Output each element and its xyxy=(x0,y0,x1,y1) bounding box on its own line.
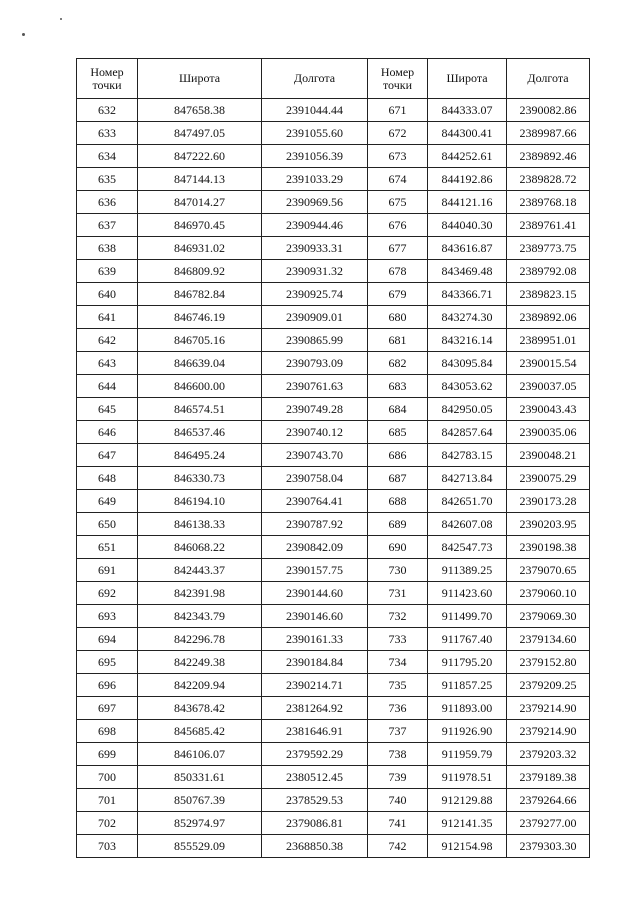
header-longitude: Долгота xyxy=(262,59,368,99)
table-row xyxy=(77,513,590,536)
point-number-cell: 671 xyxy=(368,99,428,122)
latitude-cell: 850331.61 xyxy=(138,766,262,789)
header-longitude: Долгота xyxy=(507,59,590,99)
point-number-cell: 632 xyxy=(77,99,138,122)
latitude-cell: 842950.05 xyxy=(428,398,507,421)
latitude-cell: 847497.05 xyxy=(138,122,262,145)
latitude-cell: 843616.87 xyxy=(428,237,507,260)
latitude-cell: 844300.41 xyxy=(428,122,507,145)
table-header-row xyxy=(77,59,590,99)
point-number-cell: 633 xyxy=(77,122,138,145)
longitude-cell: 2390184.84 xyxy=(262,651,368,674)
longitude-cell: 2389792.08 xyxy=(507,260,590,283)
point-number-cell: 634 xyxy=(77,145,138,168)
table-row xyxy=(77,352,590,375)
table-row xyxy=(77,237,590,260)
longitude-cell: 2390740.12 xyxy=(262,421,368,444)
latitude-cell: 846537.46 xyxy=(138,421,262,444)
latitude-cell: 911978.51 xyxy=(428,766,507,789)
longitude-cell: 2379070.65 xyxy=(507,559,590,582)
latitude-cell: 911959.79 xyxy=(428,743,507,766)
longitude-cell: 2379214.90 xyxy=(507,720,590,743)
latitude-cell: 842857.64 xyxy=(428,421,507,444)
point-number-cell: 641 xyxy=(77,306,138,329)
longitude-cell: 2390048.21 xyxy=(507,444,590,467)
point-number-cell: 674 xyxy=(368,168,428,191)
longitude-cell: 2390035.06 xyxy=(507,421,590,444)
latitude-cell: 842391.98 xyxy=(138,582,262,605)
longitude-cell: 2379214.90 xyxy=(507,697,590,720)
point-number-cell: 636 xyxy=(77,191,138,214)
latitude-cell: 846782.84 xyxy=(138,283,262,306)
longitude-cell: 2390037.05 xyxy=(507,375,590,398)
longitude-cell: 2389768.18 xyxy=(507,191,590,214)
point-number-cell: 683 xyxy=(368,375,428,398)
latitude-cell: 842651.70 xyxy=(428,490,507,513)
longitude-cell: 2390043.43 xyxy=(507,398,590,421)
point-number-cell: 738 xyxy=(368,743,428,766)
table-row xyxy=(77,421,590,444)
latitude-cell: 911795.20 xyxy=(428,651,507,674)
latitude-cell: 846574.51 xyxy=(138,398,262,421)
latitude-cell: 842783.15 xyxy=(428,444,507,467)
point-number-cell: 696 xyxy=(77,674,138,697)
longitude-cell: 2390075.29 xyxy=(507,467,590,490)
longitude-cell: 2390909.01 xyxy=(262,306,368,329)
table-row xyxy=(77,260,590,283)
longitude-cell: 2379189.38 xyxy=(507,766,590,789)
point-number-cell: 643 xyxy=(77,352,138,375)
table-row xyxy=(77,398,590,421)
table-body xyxy=(77,99,590,858)
table-row xyxy=(77,122,590,145)
point-number-cell: 675 xyxy=(368,191,428,214)
latitude-cell: 911423.60 xyxy=(428,582,507,605)
point-number-cell: 692 xyxy=(77,582,138,605)
latitude-cell: 846194.10 xyxy=(138,490,262,513)
point-number-cell: 697 xyxy=(77,697,138,720)
point-number-cell: 740 xyxy=(368,789,428,812)
longitude-cell: 2390842.09 xyxy=(262,536,368,559)
point-number-cell: 644 xyxy=(77,375,138,398)
latitude-cell: 846600.00 xyxy=(138,375,262,398)
latitude-cell: 844252.61 xyxy=(428,145,507,168)
latitude-cell: 843274.30 xyxy=(428,306,507,329)
point-number-cell: 735 xyxy=(368,674,428,697)
point-number-cell: 677 xyxy=(368,237,428,260)
latitude-cell: 852974.97 xyxy=(138,812,262,835)
table-row xyxy=(77,697,590,720)
point-number-cell: 686 xyxy=(368,444,428,467)
latitude-cell: 911926.90 xyxy=(428,720,507,743)
table-row xyxy=(77,720,590,743)
longitude-cell: 2389828.72 xyxy=(507,168,590,191)
latitude-cell: 844333.07 xyxy=(428,99,507,122)
point-number-cell: 650 xyxy=(77,513,138,536)
latitude-cell: 842209.94 xyxy=(138,674,262,697)
point-number-cell: 640 xyxy=(77,283,138,306)
latitude-cell: 842607.08 xyxy=(428,513,507,536)
latitude-cell: 846639.04 xyxy=(138,352,262,375)
latitude-cell: 846970.45 xyxy=(138,214,262,237)
longitude-cell: 2390764.41 xyxy=(262,490,368,513)
point-number-cell: 737 xyxy=(368,720,428,743)
longitude-cell: 2389987.66 xyxy=(507,122,590,145)
point-number-cell: 679 xyxy=(368,283,428,306)
longitude-cell: 2391044.44 xyxy=(262,99,368,122)
longitude-cell: 2390787.92 xyxy=(262,513,368,536)
longitude-cell: 2368850.38 xyxy=(262,835,368,858)
latitude-cell: 911499.70 xyxy=(428,605,507,628)
table-row xyxy=(77,145,590,168)
latitude-cell: 842713.84 xyxy=(428,467,507,490)
point-number-cell: 700 xyxy=(77,766,138,789)
point-number-cell: 733 xyxy=(368,628,428,651)
point-number-cell: 687 xyxy=(368,467,428,490)
table-row xyxy=(77,444,590,467)
table-row xyxy=(77,168,590,191)
point-number-cell: 698 xyxy=(77,720,138,743)
longitude-cell: 2379264.66 xyxy=(507,789,590,812)
longitude-cell: 2391033.29 xyxy=(262,168,368,191)
longitude-cell: 2390157.75 xyxy=(262,559,368,582)
latitude-cell: 843216.14 xyxy=(428,329,507,352)
longitude-cell: 2390015.54 xyxy=(507,352,590,375)
longitude-cell: 2379277.00 xyxy=(507,812,590,835)
point-number-cell: 689 xyxy=(368,513,428,536)
point-number-cell: 688 xyxy=(368,490,428,513)
latitude-cell: 850767.39 xyxy=(138,789,262,812)
table-row xyxy=(77,536,590,559)
point-number-cell: 648 xyxy=(77,467,138,490)
latitude-cell: 846138.33 xyxy=(138,513,262,536)
table-row xyxy=(77,490,590,513)
point-number-cell: 642 xyxy=(77,329,138,352)
longitude-cell: 2390758.04 xyxy=(262,467,368,490)
table-row xyxy=(77,467,590,490)
point-number-cell: 699 xyxy=(77,743,138,766)
table-row xyxy=(77,582,590,605)
latitude-cell: 846746.19 xyxy=(138,306,262,329)
latitude-cell: 846106.07 xyxy=(138,743,262,766)
latitude-cell: 855529.09 xyxy=(138,835,262,858)
longitude-cell: 2390969.56 xyxy=(262,191,368,214)
table-row xyxy=(77,283,590,306)
header-point-number: Номер точки xyxy=(77,59,138,99)
longitude-cell: 2390214.71 xyxy=(262,674,368,697)
point-number-cell: 695 xyxy=(77,651,138,674)
point-number-cell: 645 xyxy=(77,398,138,421)
latitude-cell: 843053.62 xyxy=(428,375,507,398)
latitude-cell: 847222.60 xyxy=(138,145,262,168)
table-row xyxy=(77,375,590,398)
latitude-cell: 846809.92 xyxy=(138,260,262,283)
longitude-cell: 2390146.60 xyxy=(262,605,368,628)
latitude-cell: 846068.22 xyxy=(138,536,262,559)
longitude-cell: 2390925.74 xyxy=(262,283,368,306)
longitude-cell: 2390144.60 xyxy=(262,582,368,605)
header-latitude: Широта xyxy=(428,59,507,99)
point-number-cell: 681 xyxy=(368,329,428,352)
latitude-cell: 846705.16 xyxy=(138,329,262,352)
table-row xyxy=(77,191,590,214)
latitude-cell: 847658.38 xyxy=(138,99,262,122)
point-number-cell: 638 xyxy=(77,237,138,260)
latitude-cell: 844192.86 xyxy=(428,168,507,191)
table-row xyxy=(77,835,590,858)
longitude-cell: 2390161.33 xyxy=(262,628,368,651)
point-number-cell: 682 xyxy=(368,352,428,375)
longitude-cell: 2389773.75 xyxy=(507,237,590,260)
latitude-cell: 846931.02 xyxy=(138,237,262,260)
point-number-cell: 732 xyxy=(368,605,428,628)
longitude-cell: 2390944.46 xyxy=(262,214,368,237)
point-number-cell: 691 xyxy=(77,559,138,582)
header-point-number: Номер точки xyxy=(368,59,428,99)
point-number-cell: 702 xyxy=(77,812,138,835)
point-number-cell: 673 xyxy=(368,145,428,168)
longitude-cell: 2379086.81 xyxy=(262,812,368,835)
point-number-cell: 639 xyxy=(77,260,138,283)
latitude-cell: 911893.00 xyxy=(428,697,507,720)
point-number-cell: 690 xyxy=(368,536,428,559)
latitude-cell: 847014.27 xyxy=(138,191,262,214)
coordinates-table xyxy=(76,58,590,858)
longitude-cell: 2390173.28 xyxy=(507,490,590,513)
longitude-cell: 2389823.15 xyxy=(507,283,590,306)
longitude-cell: 2390931.32 xyxy=(262,260,368,283)
latitude-cell: 844121.16 xyxy=(428,191,507,214)
point-number-cell: 703 xyxy=(77,835,138,858)
longitude-cell: 2390203.95 xyxy=(507,513,590,536)
latitude-cell: 846495.24 xyxy=(138,444,262,467)
longitude-cell: 2391055.60 xyxy=(262,122,368,145)
table-row xyxy=(77,812,590,835)
latitude-cell: 842249.38 xyxy=(138,651,262,674)
point-number-cell: 680 xyxy=(368,306,428,329)
latitude-cell: 843095.84 xyxy=(428,352,507,375)
longitude-cell: 2390743.70 xyxy=(262,444,368,467)
longitude-cell: 2389761.41 xyxy=(507,214,590,237)
point-number-cell: 646 xyxy=(77,421,138,444)
table-row xyxy=(77,329,590,352)
longitude-cell: 2379069.30 xyxy=(507,605,590,628)
point-number-cell: 672 xyxy=(368,122,428,145)
point-number-cell: 730 xyxy=(368,559,428,582)
latitude-cell: 843678.42 xyxy=(138,697,262,720)
point-number-cell: 734 xyxy=(368,651,428,674)
scan-speck xyxy=(22,33,25,36)
table-row xyxy=(77,789,590,812)
longitude-cell: 2390749.28 xyxy=(262,398,368,421)
point-number-cell: 694 xyxy=(77,628,138,651)
latitude-cell: 912129.88 xyxy=(428,789,507,812)
latitude-cell: 847144.13 xyxy=(138,168,262,191)
point-number-cell: 676 xyxy=(368,214,428,237)
table-row xyxy=(77,306,590,329)
point-number-cell: 678 xyxy=(368,260,428,283)
latitude-cell: 842443.37 xyxy=(138,559,262,582)
latitude-cell: 911767.40 xyxy=(428,628,507,651)
table-row xyxy=(77,99,590,122)
longitude-cell: 2390793.09 xyxy=(262,352,368,375)
latitude-cell: 844040.30 xyxy=(428,214,507,237)
latitude-cell: 842343.79 xyxy=(138,605,262,628)
longitude-cell: 2381646.91 xyxy=(262,720,368,743)
table-row xyxy=(77,605,590,628)
longitude-cell: 2389892.06 xyxy=(507,306,590,329)
longitude-cell: 2390933.31 xyxy=(262,237,368,260)
longitude-cell: 2379060.10 xyxy=(507,582,590,605)
table-row xyxy=(77,766,590,789)
latitude-cell: 911389.25 xyxy=(428,559,507,582)
latitude-cell: 843469.48 xyxy=(428,260,507,283)
longitude-cell: 2380512.45 xyxy=(262,766,368,789)
longitude-cell: 2379203.32 xyxy=(507,743,590,766)
point-number-cell: 637 xyxy=(77,214,138,237)
longitude-cell: 2379303.30 xyxy=(507,835,590,858)
latitude-cell: 911857.25 xyxy=(428,674,507,697)
point-number-cell: 649 xyxy=(77,490,138,513)
latitude-cell: 842296.78 xyxy=(138,628,262,651)
latitude-cell: 912154.98 xyxy=(428,835,507,858)
longitude-cell: 2379209.25 xyxy=(507,674,590,697)
point-number-cell: 685 xyxy=(368,421,428,444)
longitude-cell: 2381264.92 xyxy=(262,697,368,720)
longitude-cell: 2389892.46 xyxy=(507,145,590,168)
table-row xyxy=(77,214,590,237)
longitude-cell: 2389951.01 xyxy=(507,329,590,352)
point-number-cell: 693 xyxy=(77,605,138,628)
table-row xyxy=(77,559,590,582)
longitude-cell: 2379134.60 xyxy=(507,628,590,651)
point-number-cell: 651 xyxy=(77,536,138,559)
point-number-cell: 684 xyxy=(368,398,428,421)
point-number-cell: 731 xyxy=(368,582,428,605)
table-row xyxy=(77,674,590,697)
point-number-cell: 701 xyxy=(77,789,138,812)
scan-speck xyxy=(60,18,62,20)
point-number-cell: 635 xyxy=(77,168,138,191)
longitude-cell: 2378529.53 xyxy=(262,789,368,812)
table-row xyxy=(77,651,590,674)
table-row xyxy=(77,743,590,766)
header-latitude: Широта xyxy=(138,59,262,99)
latitude-cell: 842547.73 xyxy=(428,536,507,559)
latitude-cell: 912141.35 xyxy=(428,812,507,835)
point-number-cell: 741 xyxy=(368,812,428,835)
latitude-cell: 845685.42 xyxy=(138,720,262,743)
point-number-cell: 739 xyxy=(368,766,428,789)
point-number-cell: 736 xyxy=(368,697,428,720)
longitude-cell: 2379152.80 xyxy=(507,651,590,674)
longitude-cell: 2390865.99 xyxy=(262,329,368,352)
table-row xyxy=(77,628,590,651)
point-number-cell: 742 xyxy=(368,835,428,858)
point-number-cell: 647 xyxy=(77,444,138,467)
latitude-cell: 843366.71 xyxy=(428,283,507,306)
longitude-cell: 2379592.29 xyxy=(262,743,368,766)
longitude-cell: 2390761.63 xyxy=(262,375,368,398)
latitude-cell: 846330.73 xyxy=(138,467,262,490)
longitude-cell: 2390198.38 xyxy=(507,536,590,559)
longitude-cell: 2390082.86 xyxy=(507,99,590,122)
longitude-cell: 2391056.39 xyxy=(262,145,368,168)
